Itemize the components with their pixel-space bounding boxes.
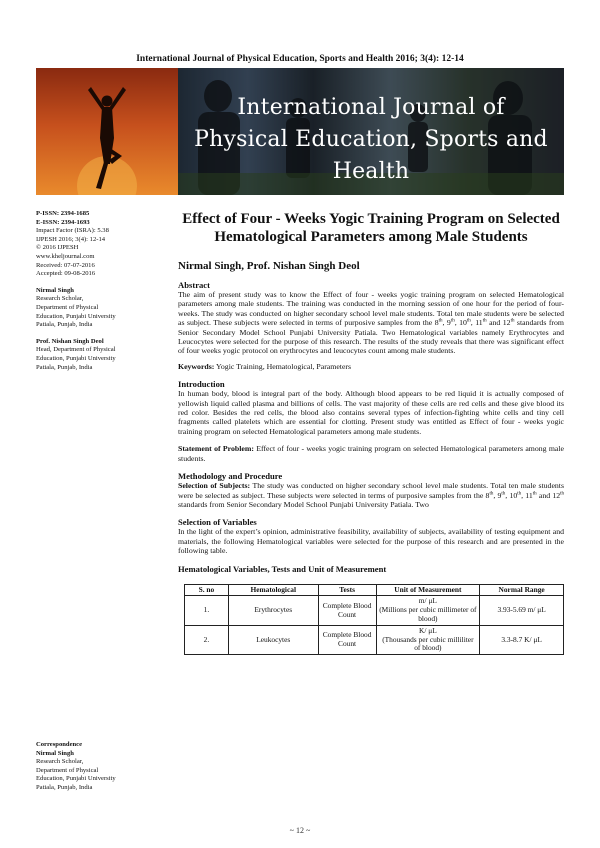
article-main <box>178 210 564 655</box>
banner-title-line2: Physical Education, Sports and Health <box>194 127 548 184</box>
author1-dept: Department of Physical <box>36 303 99 311</box>
abstract-heading: Abstract <box>178 280 210 290</box>
article-title: Effect of Four - Weeks Yogic Training Program on Selected Hematological Parameters among Male Students <box>182 211 560 245</box>
impact-factor: Impact Factor (ISRA): 5.38 <box>36 227 109 235</box>
selection-of-subjects: Selection of Subjects: The study was conducted on higher secondary school level male students. Total ten male students were be selected as subject. These subjects were selected in terms of purposive samples from the 8th, 9th, 10th, 11th and 12th standards from Senior Secondary Model School Punjabi University Patiala. Two <box>178 481 565 509</box>
yoga-silhouette-image <box>36 68 178 195</box>
author2-place: Patiala, Punjab, India <box>36 363 93 371</box>
table-header-cell: Tests <box>318 584 376 596</box>
table-cell: K/ μL (Thousands per cubic milliliter of blood) <box>376 625 480 654</box>
correspondence-dept: Department of Physical <box>36 766 99 774</box>
journal-banner <box>36 68 564 195</box>
article-info-sidebar <box>36 210 146 372</box>
table-row <box>185 596 564 625</box>
correspondence-role: Research Scholar, <box>36 758 84 766</box>
table-header-cell: S. no <box>185 584 229 596</box>
statement-of-problem: Statement of Problem: Effect of four - weeks yogic training program on selected Hematological parameters among male students. <box>178 444 564 463</box>
table-cell: 3.3-8.7 K/ μL <box>480 625 564 654</box>
correspondence-univ: Education, Punjabi University <box>36 775 116 783</box>
table-cell: Complete Blood Count <box>318 625 376 654</box>
table-cell: Complete Blood Count <box>318 596 376 625</box>
author1-place: Patiala, Punjab, India <box>36 321 93 329</box>
pissn: P-ISSN: 2394-1685 <box>36 210 90 217</box>
abstract-text: The aim of present study was to know the Effect of four - weeks yogic training program on selected Hematological parameters among male students. The training was conducted in the morning session of one hour for the period of four- weeks. The study was conducted on higher secondary school level male students. Total ten male students were be selected as subject. These subjects were selected in terms of purposive samples from the 8th, 9th, 10th, 11th and 12th standards from Senior Secondary Model School Punjabi University Patiala. Two Hematological variables namely Erythrocytes and Leucocytes were selected for the purpose of this research. The results of the study reveals that there was significant effect of four weeks yogic protocol on erythrocytes and leucocytes count among male students. <box>178 290 564 356</box>
hematological-table <box>184 584 564 656</box>
banner-title <box>186 92 556 188</box>
table-cell: 1. <box>185 596 229 625</box>
keywords: Keywords: Yogic Training, Hematological, Parameters <box>178 361 352 371</box>
table-cell: Leukocytes <box>228 625 318 654</box>
table-cell: 2. <box>185 625 229 654</box>
author1-name: Nirmal Singh <box>36 286 74 294</box>
author1-univ: Education, Punjabi University <box>36 312 116 320</box>
methodology-heading: Methodology and Procedure <box>178 471 283 482</box>
copyright: © 2016 IJPESH <box>36 244 79 252</box>
table-header-cell: Normal Range <box>480 584 564 596</box>
author2-role: Head, Department of Physical <box>36 346 116 354</box>
banner-title-line1: International Journal of <box>237 95 505 120</box>
table-cell: Erythrocytes <box>228 596 318 625</box>
received-date: Received: 07-07-2016 <box>36 261 95 269</box>
correspondence-place: Patiala, Punjab, India <box>36 783 93 791</box>
running-head: International Journal of Physical Education, Sports and Health 2016; 3(4): 12-14 <box>136 54 464 64</box>
introduction-text: In human body, blood is integral part of the body. Although blood appears to be red liquid it is actually composed of yellowish liquid called plasma and billions of cells. The vast majority of these cells are red cells and these give blood its red color. Besides the red cells, the blood also contains several types of infection-fighting white cells and tiny cell fragments called platelets which are essential for clotting. Present study was entitled as Effect of four - weeks yogic training program on selected Hematological parameters among male students. <box>178 389 564 436</box>
table-heading: Hematological Variables, Tests and Unit of Measurement <box>178 563 387 574</box>
article-authors: Nirmal Singh, Prof. Nishan Singh Deol <box>178 260 360 272</box>
introduction-heading: Introduction <box>178 379 225 390</box>
accepted-date: Accepted: 09-08-2016 <box>36 270 96 278</box>
table-cell: m/ μL (Millions per cubic millimeter of blood) <box>376 596 480 625</box>
author2-name: Prof. Nishan Singh Deol <box>36 337 104 345</box>
correspondence-block <box>36 741 146 793</box>
page-number: ~ 12 ~ <box>289 826 311 835</box>
yoga-pose-icon <box>36 68 178 195</box>
variables-heading: Selection of Variables <box>178 517 257 528</box>
table-cell: 3.93-5.69 m/ μL <box>480 596 564 625</box>
author1-role: Research Scholar, <box>36 295 84 303</box>
table-header-cell: Hematological <box>228 584 318 596</box>
correspondence-label: Correspondence <box>36 741 83 748</box>
author2-univ: Education, Punjabi University <box>36 354 116 362</box>
citation: IJPESH 2016; 3(4): 12-14 <box>36 235 106 243</box>
website-link[interactable]: www.kheljournal.com <box>36 252 95 260</box>
table-header-row <box>185 584 564 596</box>
table-header-cell: Unit of Measurement <box>376 584 480 596</box>
variables-text: In the light of the expert’s opinion, administrative feasibility, availability of subjects, availability of testing equipment and materials, the following Hematological variables were selected for the purpose of this research and are presented in the following table. <box>178 527 564 556</box>
eissn: E-ISSN: 2394-1693 <box>36 218 90 226</box>
table-row <box>185 625 564 654</box>
correspondence-name: Nirmal Singh <box>36 749 74 757</box>
